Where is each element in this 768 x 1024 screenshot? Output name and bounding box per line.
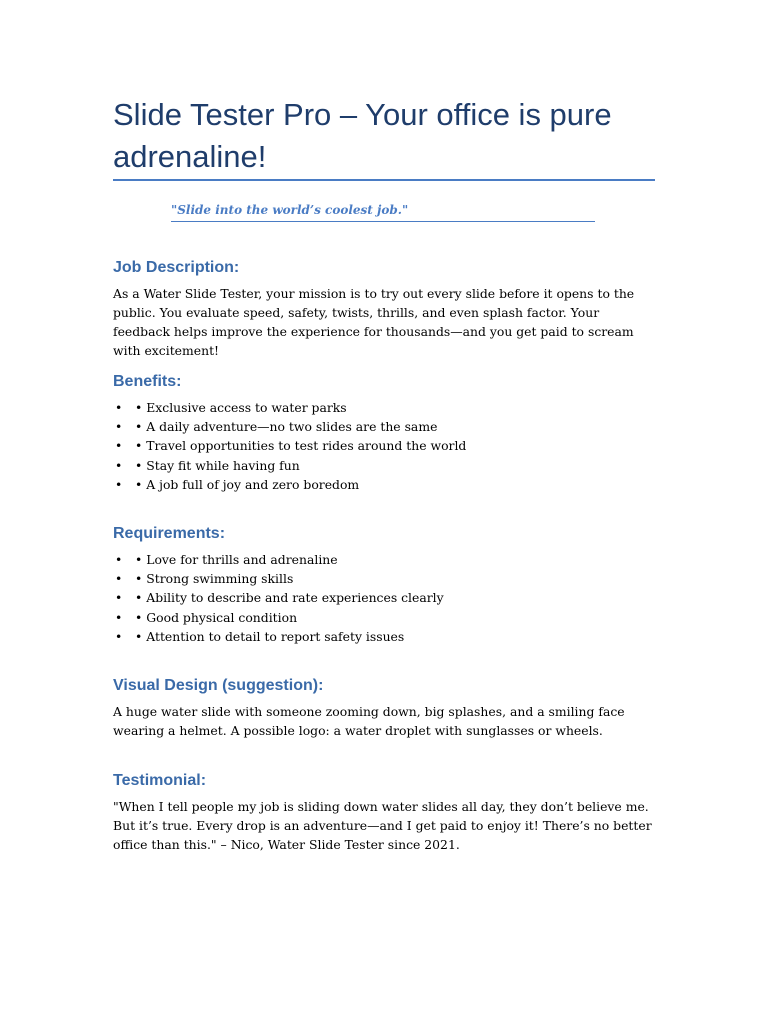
tagline-divider [171, 221, 595, 222]
bullet-icon: • [115, 457, 123, 473]
bullet-icon: • [115, 552, 123, 567]
requirements-list [113, 550, 655, 646]
benefits-list [113, 398, 655, 494]
list-item [113, 398, 655, 417]
job-description-heading: Job Description: [113, 259, 240, 276]
bullet-icon: • [115, 628, 123, 644]
list-item-text: • Attention to detail to report safety issues [135, 628, 405, 644]
list-item-text: • Ability to describe and rate experiences clearly [135, 590, 444, 606]
list-item [113, 436, 655, 455]
list-item-text: • Good physical condition [135, 609, 298, 625]
list-item [113, 588, 655, 607]
list-item-text: • Exclusive access to water parks [135, 400, 347, 415]
visual-design-text: A huge water slide with someone zooming down, big splashes, and a smiling face wearing a helmet. A possible logo: a water droplet with sunglasses or wheels. [113, 704, 625, 738]
tagline-quote: "Slide into the world’s coolest job." [171, 203, 409, 217]
benefits-section [113, 372, 655, 494]
list-item [113, 608, 655, 627]
testimonial-heading: Testimonial: [113, 772, 207, 789]
list-item-text: • Travel opportunities to test rides around the world [135, 438, 467, 454]
list-item [113, 417, 655, 436]
testimonial-text: "When I tell people my job is sliding down water slides all day, they don’t believe me. But it’s true. Every drop is an adventure—and I get paid to enjoy it! There’s no better office than this." – Nico, Water Slide Tester since 2021. [113, 799, 652, 852]
job-description-section [113, 258, 655, 360]
list-item [113, 550, 655, 569]
list-item [113, 569, 655, 588]
list-item-text: • Strong swimming skills [135, 571, 294, 587]
list-item-text: • Love for thrills and adrenaline [135, 552, 338, 567]
visual-design-section [113, 676, 655, 740]
list-item [113, 456, 655, 475]
bullet-icon: • [115, 590, 123, 606]
benefits-heading: Benefits: [113, 373, 182, 390]
bullet-icon: • [115, 571, 123, 587]
bullet-icon: • [115, 419, 123, 435]
testimonial-section [113, 771, 655, 854]
list-item [113, 627, 655, 646]
page-title: Slide Tester Pro – Your office is pure adrenaline! [113, 97, 612, 174]
job-description-text: As a Water Slide Tester, your mission is to try out every slide before it opens to the public. You evaluate speed, safety, twists, thrills, and even splash factor. Your feedback helps improve the experience for thousands—and you get paid to scream with excitement! [113, 286, 635, 358]
bullet-icon: • [115, 438, 123, 454]
requirements-heading: Requirements: [113, 525, 226, 542]
bullet-icon: • [115, 400, 123, 415]
title-divider [113, 179, 655, 181]
list-item-text: • Stay fit while having fun [135, 457, 300, 473]
list-item-text: • A daily adventure—no two slides are the same [135, 419, 438, 435]
list-item [113, 475, 655, 494]
bullet-icon: • [115, 476, 123, 492]
list-item-text: • A job full of joy and zero boredom [135, 476, 360, 492]
requirements-section [113, 524, 655, 646]
visual-design-heading: Visual Design (suggestion): [113, 677, 324, 694]
bullet-icon: • [115, 609, 123, 625]
